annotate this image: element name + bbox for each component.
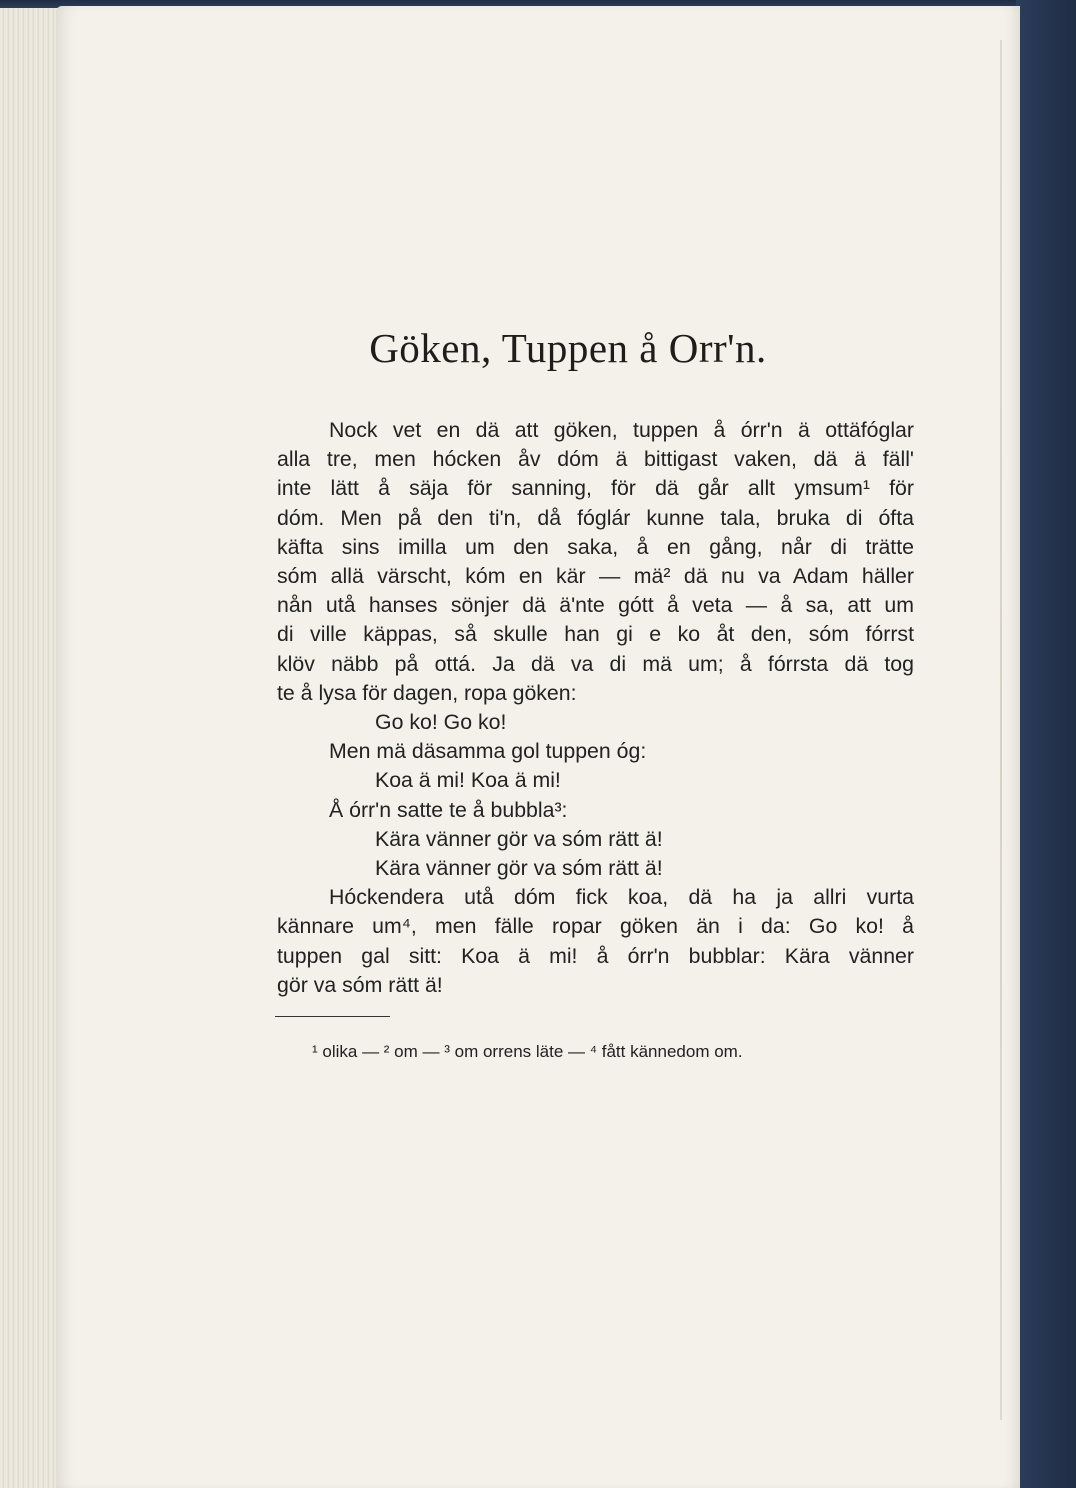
text-line: kännare um⁴, men fälle ropar göken än i da: Go ko! å bbox=[277, 914, 914, 939]
verse-line: Go ko! Go ko! bbox=[375, 710, 507, 735]
verse-line: Kära vänner gör va sóm rätt ä! bbox=[375, 856, 663, 881]
page-title: Göken, Tuppen å Orr'n. bbox=[369, 325, 767, 371]
body-text bbox=[277, 416, 914, 1000]
text-line: di ville käppas, så skulle han gi e ko åt den, sóm fórrst bbox=[277, 622, 914, 647]
text-line: tuppen gal sitt: Koa ä mi! å órr'n bubblar: Kära vänner bbox=[277, 943, 914, 968]
footnote-rule bbox=[275, 1016, 390, 1017]
text-line: gör va sóm rätt ä! bbox=[277, 972, 443, 997]
page-edges bbox=[0, 8, 64, 1488]
text-line: inte lätt å säja för sanning, för dä går allt ymsum¹ för bbox=[277, 476, 914, 501]
text-line: käfta sins imilla um den saka, å en gång, når di trätte bbox=[277, 534, 914, 559]
text-line: Men mä däsamma gol tuppen óg: bbox=[329, 739, 647, 764]
book-cover-right bbox=[1016, 0, 1076, 1488]
page-gutter bbox=[1000, 40, 1002, 1420]
text-line: sóm allä värscht, kóm en kär — mä² dä nu va Adam häller bbox=[277, 564, 914, 589]
text-line: dóm. Men på den ti'n, då fóglár kunne tala, bruka di ófta bbox=[277, 505, 914, 530]
text-line: nån utå hanses sönjer dä ä'nte gótt å veta — å sa, att um bbox=[277, 593, 914, 618]
verse-line: Kära vänner gör va sóm rätt ä! bbox=[375, 826, 663, 851]
text-line: Nock vet en dä att göken, tuppen å órr'n ä ottäfóglar bbox=[329, 418, 914, 442]
text-line: Å órr'n satte te å bubbla³: bbox=[329, 797, 568, 822]
text-line: alla tre, men hócken åv dóm ä bittigast vaken, dä ä fäll' bbox=[277, 447, 914, 472]
footnote: ¹ olika — ² om — ³ om orrens läte — ⁴ fått kännedom om. bbox=[312, 1042, 743, 1061]
verse-line: Koa ä mi! Koa ä mi! bbox=[375, 768, 561, 793]
text-line: klöv näbb på ottá. Ja dä va di mä um; å fórrsta dä tog bbox=[277, 651, 914, 676]
text-line: te å lysa för dagen, ropa göken: bbox=[277, 680, 577, 705]
text-line: Hóckendera utå dóm fick koa, dä ha ja allri vurta bbox=[329, 885, 914, 910]
